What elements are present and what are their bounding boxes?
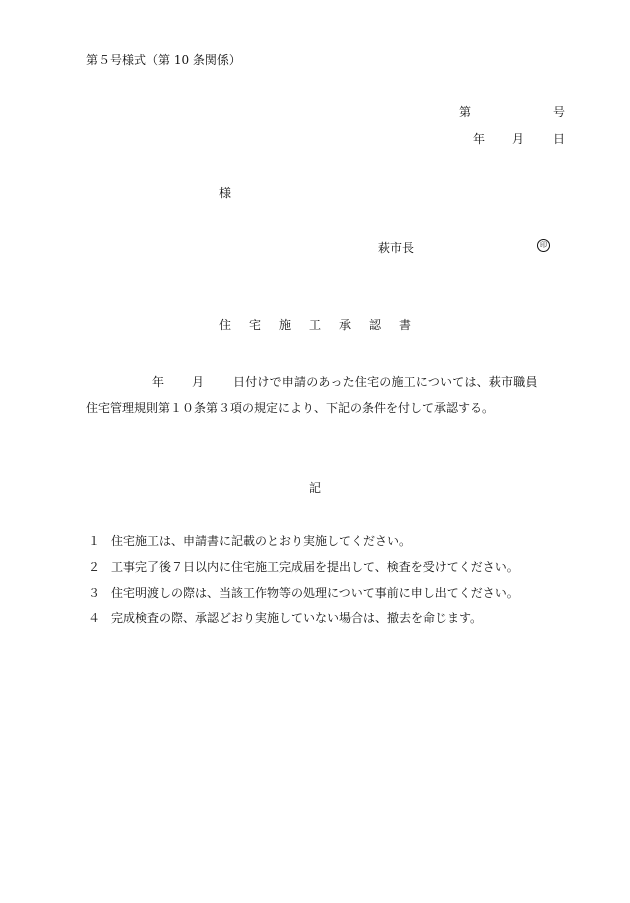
body-year-label: 年 [152,375,165,389]
body-line-1: 日付けで申請のあった住宅の施工については、萩市職員 [233,375,538,389]
date-month-label: 月 [512,132,525,146]
addressee-honorific: 様 [219,186,232,200]
form-label: 第５号様式（第 10 条関係） [86,53,241,67]
condition-number: ４ [88,611,101,625]
condition-text: 工事完了後７日以内に住宅施工完成届を提出して、検査を受けてください。 [111,560,519,574]
document-number-prefix: 第 [459,105,472,119]
condition-text: 完成検査の際、承認どおり実施していない場合は、撤去を命じます。 [111,611,483,625]
body-month-label: 月 [192,375,205,389]
ki-heading: 記 [308,481,321,495]
document-number-suffix: 号 [553,105,566,119]
date-year-label: 年 [473,132,486,146]
condition-text: 住宅明渡しの際は、当該工作物等の処理について事前に申し出てください。 [111,586,519,600]
issuer-title: 萩市長 [378,241,415,255]
date-day-label: 日 [553,132,566,146]
body-line-2: 住宅管理規則第１０条第３項の規定により、下記の条件を付して承認する。 [86,401,495,415]
document-title: 住宅施工承認書 [218,318,429,332]
condition-number: ３ [88,586,101,600]
condition-text: 住宅施工は、申請書に記載のとおり実施してください。 [111,534,412,548]
condition-number: ２ [88,560,101,574]
seal-icon: 印 [537,239,550,252]
condition-number: １ [88,534,101,548]
